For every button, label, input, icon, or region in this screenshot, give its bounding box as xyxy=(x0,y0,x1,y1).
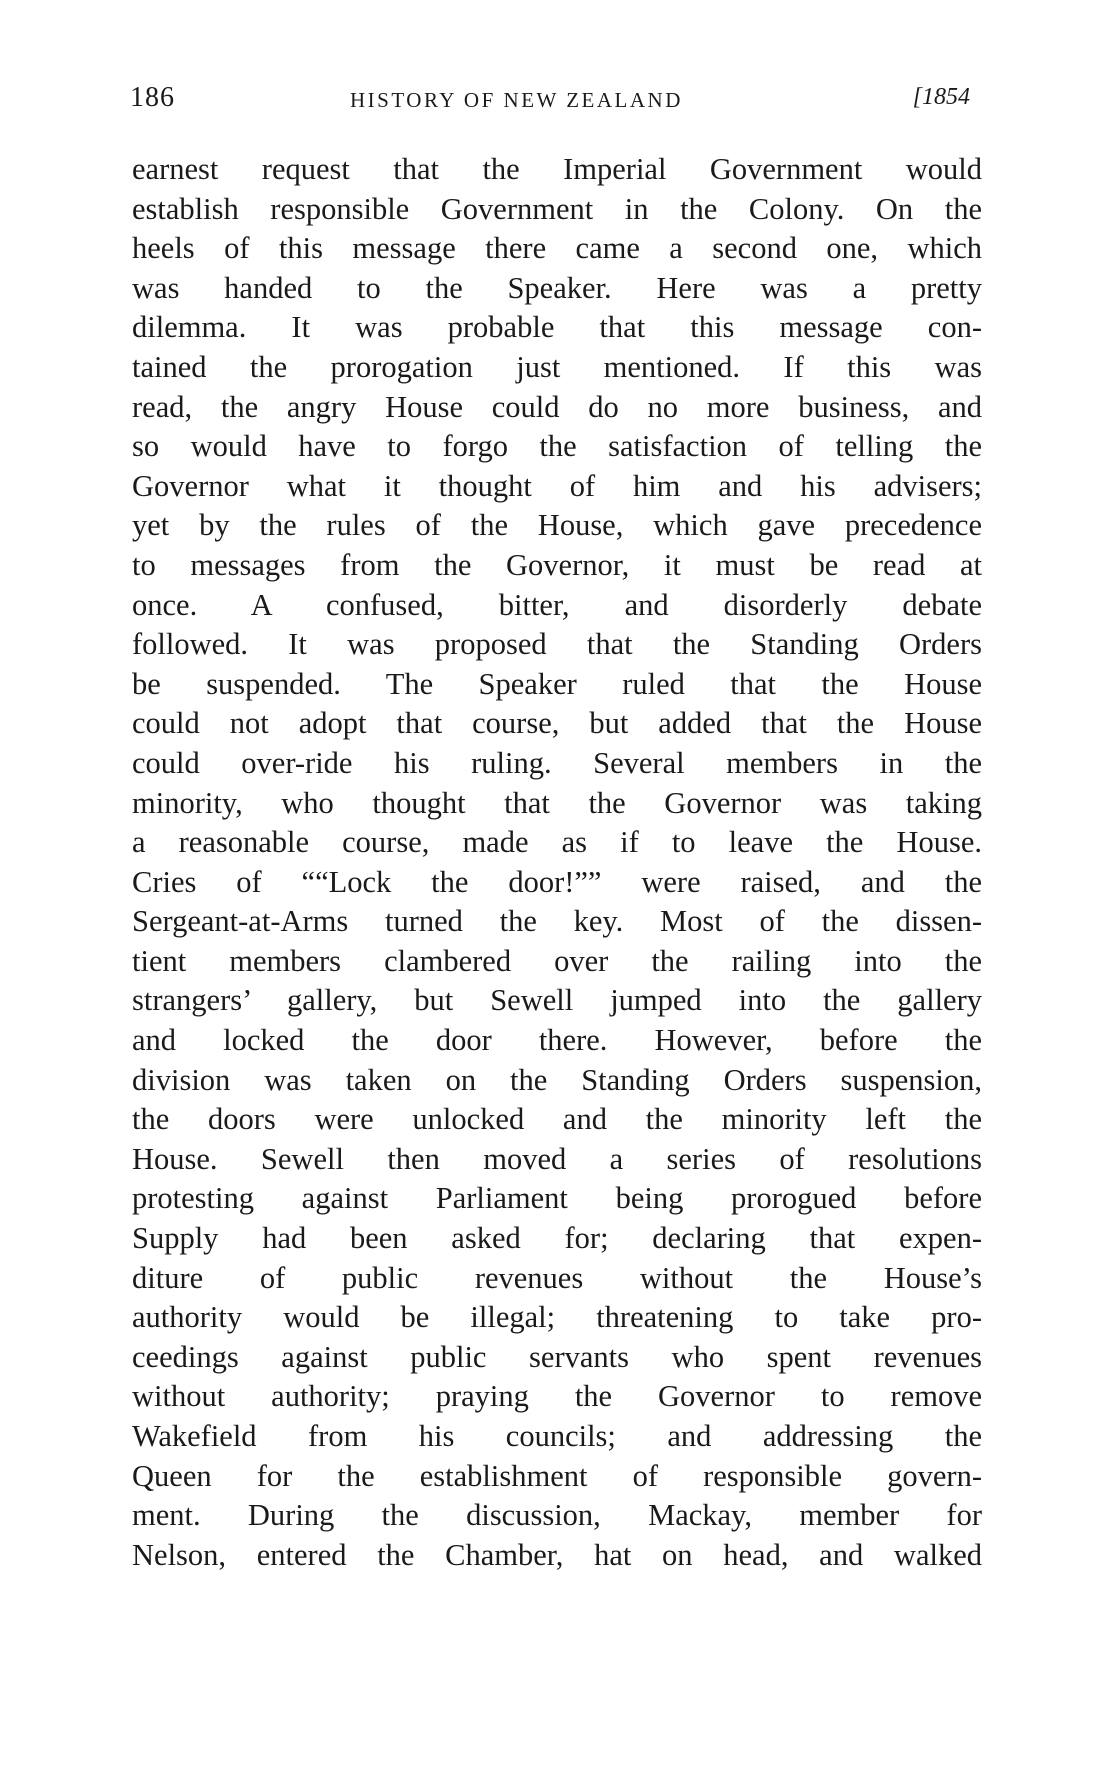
text-line: dilemma. It was probable that this message con- xyxy=(132,310,982,345)
text-line: was handed to the Speaker. Here was a pretty xyxy=(132,270,982,305)
running-title: HISTORY OF NEW ZEALAND xyxy=(350,88,683,112)
text-line: a reasonable course, made as if to leave the House. xyxy=(132,825,982,860)
text-line: Sergeant-at-Arms turned the key. Most of the dissen- xyxy=(132,904,982,939)
text-line: establish responsible Government in the Colony. On the xyxy=(132,191,982,226)
text-line: authority would be illegal; threatening to take pro- xyxy=(132,1300,982,1335)
text-line: heels of this message there came a second one, which xyxy=(132,231,982,266)
text-line: ment. During the discussion, Mackay, member for xyxy=(132,1498,982,1533)
text-line: division was taken on the Standing Orders suspension, xyxy=(132,1062,982,1097)
text-line: ceedings against public servants who spent revenues xyxy=(132,1339,982,1374)
text-line: could not adopt that course, but added that the House xyxy=(132,706,982,741)
text-line: could over-ride his ruling. Several members in the xyxy=(132,745,982,780)
text-line: House. Sewell then moved a series of resolutions xyxy=(132,1141,982,1176)
text-line: read, the angry House could do no more business, and xyxy=(132,389,982,424)
running-year: [1854 xyxy=(912,84,970,110)
text-line: and locked the door there. However, before the xyxy=(132,1023,982,1058)
text-line: Governor what it thought of him and his advisers; xyxy=(132,468,982,503)
text-line: without authority; praying the Governor to remove xyxy=(132,1379,982,1414)
running-head xyxy=(130,82,980,122)
text-line: earnest request that the Imperial Government would xyxy=(132,152,982,186)
body-paragraph xyxy=(132,150,982,1575)
text-line: protesting against Parliament being prorogued before xyxy=(132,1181,982,1216)
text-line: so would have to forgo the satisfaction of telling the xyxy=(132,429,982,464)
text-line: be suspended. The Speaker ruled that the House xyxy=(132,666,982,701)
text-line: to messages from the Governor, it must be read at xyxy=(132,547,982,582)
text-line: Cries of ““Lock the door!”” were raised, and the xyxy=(132,864,982,899)
text-line: tient members clambered over the railing into the xyxy=(132,943,982,978)
text-line: followed. It was proposed that the Standing Orders xyxy=(132,627,982,662)
text-line: Supply had been asked for; declaring that expen- xyxy=(132,1221,982,1256)
text-line: yet by the rules of the House, which gave precedence xyxy=(132,508,982,543)
text-line: Queen for the establishment of responsible govern- xyxy=(132,1458,982,1493)
text-line: tained the prorogation just mentioned. If this was xyxy=(132,349,982,384)
text-line: once. A confused, bitter, and disorderly debate xyxy=(132,587,982,622)
text-line: Nelson, entered the Chamber, hat on head, and walked xyxy=(132,1537,982,1572)
text-line: strangers’ gallery, but Sewell jumped into the gallery xyxy=(132,983,982,1018)
page-number: 186 xyxy=(130,82,175,113)
text-line: diture of public revenues without the House’s xyxy=(132,1260,982,1295)
text-line: the doors were unlocked and the minority left the xyxy=(132,1102,982,1137)
text-line: minority, who thought that the Governor was taking xyxy=(132,785,982,820)
text-line: Wakefield from his councils; and addressing the xyxy=(132,1419,982,1453)
